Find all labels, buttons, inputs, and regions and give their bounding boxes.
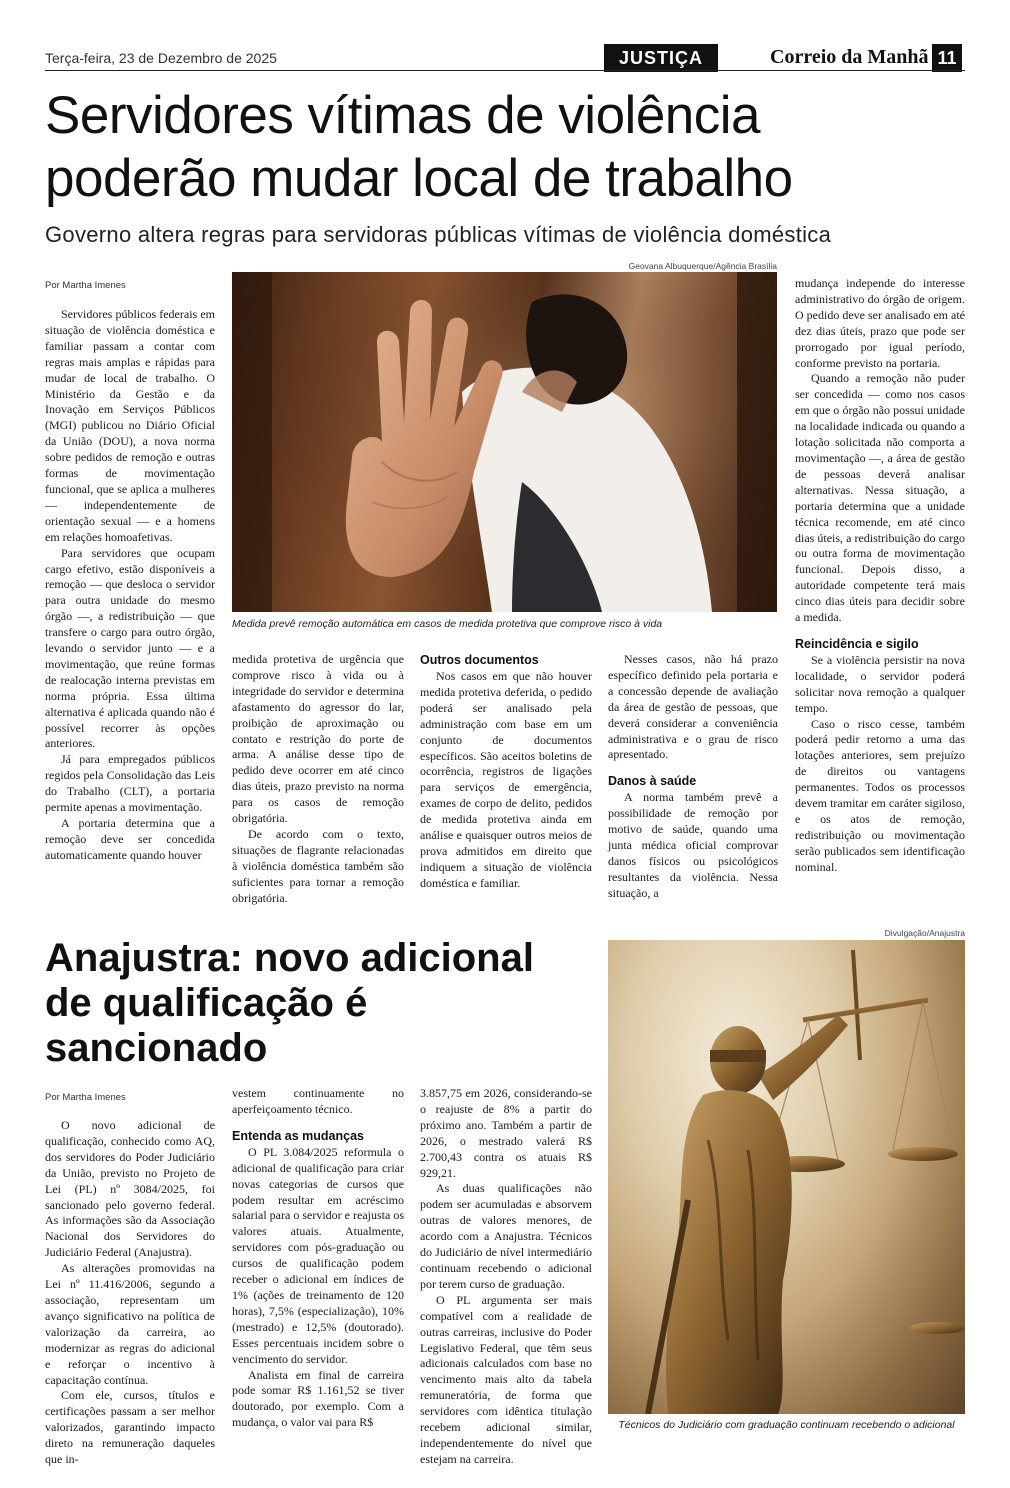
article2-column-3 (420, 1086, 592, 1468)
paragraph: Servidores públicos federais em situação de violência doméstica e familiar passam a contar com regras mais amplas e rápidas para mudar de local de trabalho. O Ministério da Gestão e da Inovação em Serviços Públicos (MGI) publicou no Diário Oficial da União (DOU), a nova norma sobre pedidos de remoção e outras formas de movimentação funcional, que se aplica a mulheres — independentemente de orientação sexual — e a homens em relações homoafetivas. (45, 307, 215, 544)
section-tag: JUSTIÇA (604, 44, 718, 72)
article1-subhead: Governo altera regras para servidoras públicas vítimas de violência doméstica (45, 222, 832, 247)
paragraph: vestem continuamente no aperfeiçoamento técnico. (232, 1086, 404, 1116)
article1-column-1 (45, 307, 215, 864)
article2-column-1 (45, 1118, 215, 1468)
article1-column-3 (420, 652, 592, 892)
subheading-reincidencia-e-sigilo: Reincidência e sigilo (795, 636, 919, 651)
masthead-logo: Correio da Manhã (770, 46, 929, 68)
article1-headline: Servidores vítimas de violência poderão mudar local de trabalho (45, 86, 793, 208)
paragraph: Já para empregados públicos regidos pela Consolidação das Leis do Trabalho (CLT), a portaria permite apenas a movimentação. (45, 752, 215, 815)
paragraph: Analista em final de carreira pode somar R$ 1.161,52 se tiver doutorado, por exemplo. Com a mudança, o valor vai para R$ (232, 1367, 404, 1430)
subheading-entenda-as-mudancas: Entenda as mudanças (232, 1128, 364, 1143)
issue-date: Terça-feira, 23 de Dezembro de 2025 (45, 50, 277, 66)
article2-column-2 (232, 1086, 404, 1431)
paragraph: O PL 3.084/2025 reformula o adicional de qualificação para criar novas categorias de cursos que podem resultar em acréscimo salarial para o servidor e reajusta os valores atuais. Atualmente, servidores com pós-graduação ou cursos de qualificação podem receber o adicional em índices de 1% (ações de treinamento de 120 horas), 7,5% (especialização), 10% (mestrado) e 12,5% (doutorado). Esses percentuais incidem sobre o vencimento do servidor. (232, 1144, 404, 1366)
article1-column-2 (232, 652, 404, 907)
paragraph: Nesses casos, não há prazo específico definido pela portaria e a concessão depende de avaliação da área de gestão de pessoas, que deverá considerar a conveniência administrativa e o grau de risco apresentado. (608, 652, 778, 762)
article2-headline: Anajustra: novo adicional de qualificação é sancionado (45, 936, 534, 1070)
paragraph: De acordo com o texto, situações de flagrante relacionadas à violência doméstica também são suficientes para tornar a remoção obrigatória. (232, 826, 404, 905)
paragraph: Nos casos em que não houver medida protetiva deferida, o pedido poderá ser analisado pela administração com base em um conjunto de documentos específicos. São aceitos boletins de ocorrência, registros de ligações para serviços de emergência, exames de corpo de delito, pedidos de medida protetiva ainda em análise e quaisquer outros meios de prova admitidos em direito que indiquem a situação de violência doméstica e familiar. (420, 669, 592, 890)
paragraph: O PL argumenta ser mais compatível com a realidade de outras carreiras, inclusive do Poder Legislativo Federal, que têm seus adicionais calculados com base no vencimento mais alto da tabela remuneratória, de forma que servidores com idêntica titulação recebem adicional similar, independentemente do nível que estejam na carreira. (420, 1292, 592, 1466)
article2-caption: Técnicos do Judiciário com graduação continuam recebendo o adicional (618, 1419, 955, 1431)
article2-photo (608, 940, 965, 1414)
paragraph: As duas qualificações não podem ser acumuladas e absorvem outras de valores menores, de acordo com a Anajustra. Técnicos do Judiciário de nível intermediário continuam recebendo o adicional por terem curso de graduação. (420, 1181, 592, 1291)
paragraph: 3.857,75 em 2026, considerando-se o reajuste de 8% a partir do próximo ano. Também a partir de 2026, o mestrado valerá R$ 2.700,43 contra os atuais R$ 929,21. (420, 1086, 592, 1180)
article1-column-5 (795, 276, 965, 876)
lady-justice-statue-illustration (608, 940, 965, 1414)
paragraph: Com ele, cursos, títulos e certificações passam a ser melhor valorizados, garantindo impacto direto na remuneração daqueles que in- (45, 1388, 215, 1467)
article1-column-4 (608, 652, 778, 902)
page-number: 11 (932, 44, 962, 72)
paragraph: Se a violência persistir na nova localidade, o servidor poderá solicitar nova remoção a qualquer tempo. (795, 652, 965, 715)
paragraph: Caso o risco cesse, também poderá pedir retorno a uma das lotações anteriores, sem prejuízo de direitos ou vantagens permanentes. Todos os processos devem tramitar em caráter sigiloso, e os atos de remoção, redistribuição ou movimentação serão publicados sem identificação nominal. (795, 716, 965, 874)
header-rule (45, 70, 965, 71)
article1-photo (232, 272, 777, 612)
paragraph: A norma também prevê a possibilidade de remoção por motivo de saúde, quando uma junta médica oficial comprovar danos físicos ou psicológicos resultantes da violência. Nessa situação, a (608, 790, 778, 900)
article2-byline: Por Martha Imenes (45, 1092, 126, 1103)
article1-photo-credit: Geovana Albuquerque/Agência Brasília (628, 261, 777, 271)
hand-stop-illustration (232, 272, 777, 612)
paragraph: medida protetiva de urgência que comprove risco à vida ou à integridade do servidor e determina afastamento do agressor do lar, proibição de aproximação ou contato e restrição do porte de arma. A análise desse tipo de pedido deve ocorrer em até cinco dias úteis, prazo previsto na norma para os casos de remoção obrigatória. (232, 652, 404, 826)
subheading-outros-documentos: Outros documentos (420, 653, 539, 667)
article1-caption: Medida prevê remoção automática em casos de medida protetiva que comprove risco à vida (232, 618, 663, 630)
paragraph: Quando a remoção não puder ser concedida — como nos casos em que o órgão não possui unidade na localidade indicada ou quando a lotação solicitada não comporta a movimentação —, a área de gestão de pessoas deverá analisar alternativas. Nessa situação, a portaria determina que a unidade técnica recomende, em até cinco dias úteis, a redistribuição do cargo ou outra forma de movimentação funcional. Depois disso, a autoridade competente terá mais cinco dias úteis para decidir sobre a medida. (795, 371, 965, 625)
paragraph: O novo adicional de qualificação, conhecido como AQ, dos servidores do Poder Judiciário da União, previsto no Projeto de Lei (PL) nº 3084/2025, foi sancionado pelo governo federal. As informações são da Associação Nacional dos Servidores do Judiciário Federal (Anajustra). (45, 1118, 215, 1260)
subheading-danos-a-saude: Danos à saúde (608, 774, 697, 789)
article2-photo-credit: Divulgação/Anajustra (884, 928, 965, 938)
article1-byline: Por Martha Imenes (45, 280, 126, 291)
paragraph: A portaria determina que a remoção deve ser concedida automaticamente quando houver (45, 816, 215, 862)
paragraph: As alterações promovidas na Lei nº 11.416/2006, segundo a associação, representam um avanço significativo na política de valorização da carreira, ao modernizar as regras do adicional e reforçar o incentivo à capacitação contínua. (45, 1261, 215, 1387)
paragraph: Para servidores que ocupam cargo efetivo, estão disponíveis a remoção — que desloca o servidor para outra unidade do mesmo órgão —, a redistribuição — que transfere o cargo para outro órgão, levando o servidor junto — e a movimentação, que reúne formas de realocação interna previstas em norma própria. Essa última alternativa é aplicada quando não é possível recorrer às opções anteriores. (45, 545, 215, 751)
paragraph: mudança independe do interesse administrativo do órgão de origem. O pedido deve ser analisado em até dez dias úteis, prazo que pode ser prorrogado por igual período, conforme previsto na portaria. (795, 276, 965, 370)
